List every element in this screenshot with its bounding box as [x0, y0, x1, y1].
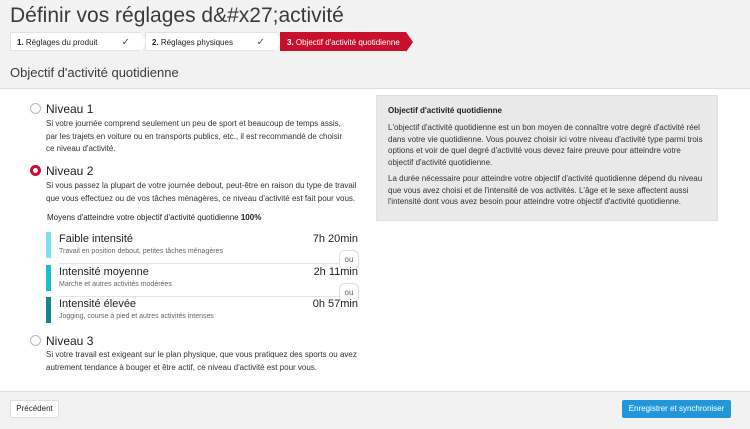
- info-paragraph: La durée nécessaire pour atteindre votre objectif d'activité quotidienne dépend du niveau que vous avez choisi et de l'intensité de vos activités. L'âge et le sexe affectent aussi l'intensité dont vous avez besoin pour atteindre votre objectif d'activité quotidienne.: [388, 174, 703, 206]
- section-title: Objectif d'activité quotidienne: [10, 65, 179, 80]
- activity-low: [46, 232, 358, 260]
- means-label: [47, 213, 261, 222]
- or-badge: ou: [339, 250, 359, 270]
- level-description: Si votre journée comprend seulement un peu de sport et beaucoup de temps assis, par les trajets en voiture ou en transports publics, etc., il est recommandé de choisir ce niveau d'activité.: [46, 119, 343, 153]
- level-3-radio[interactable]: [30, 335, 41, 346]
- intensity-bar: [46, 232, 51, 258]
- info-box: [376, 95, 718, 221]
- activity-name: Intensité élevée: [59, 298, 137, 310]
- previous-button[interactable]: Précédent: [10, 400, 59, 418]
- progress-steps: [10, 32, 406, 51]
- activity-high: [46, 297, 358, 325]
- check-icon: ✓: [121, 37, 130, 48]
- info-title: Objectif d'activité quotidienne: [388, 106, 502, 115]
- activity-sub: Marche et autres activités modérées: [59, 281, 172, 288]
- divider: [59, 263, 358, 264]
- activity-sub: Jogging, course à pied et autres activités intenses: [59, 313, 214, 320]
- or-badge: ou: [339, 283, 359, 303]
- step-label: Objectif d'activité quotidienne: [295, 38, 400, 47]
- level-description: Si vous passez la plupart de votre journée debout, peut-être en raison du type de travail que vous effectuez ou de vos tâches ménagères, ce niveau d'activité est fait pour vous.: [46, 181, 357, 203]
- step-activity-goal[interactable]: [280, 32, 406, 51]
- activity-name: Faible intensité: [59, 233, 133, 245]
- page-title: Définir vos réglages d&#x27;activité: [10, 4, 344, 27]
- activity-time: 0h 57min: [312, 298, 358, 310]
- step-number: 1.: [17, 38, 24, 47]
- means-percent: 100%: [240, 213, 262, 222]
- step-number: 2.: [152, 38, 159, 47]
- means-text: Moyens d'atteindre votre objectif d'activité quotidienne: [47, 213, 239, 222]
- step-arrow: [406, 32, 413, 52]
- activity-time: 2h 11min: [313, 266, 358, 278]
- activity-medium: [46, 265, 358, 293]
- level-1-radio[interactable]: [30, 103, 41, 114]
- save-sync-button[interactable]: Enregistrer et synchroniser: [622, 400, 731, 418]
- level-name: Niveau 3: [46, 334, 94, 348]
- divider: [0, 391, 750, 392]
- step-number: 3.: [287, 38, 294, 47]
- check-icon: ✓: [256, 37, 265, 48]
- activity-name: Intensité moyenne: [59, 266, 149, 278]
- intensity-bar: [46, 297, 51, 323]
- level-description: Si votre travail est exigeant sur le plan physique, que vous pratiquez des sports ou avez autrement tendance à bouger et être actif, ce niveau d'activité est pour vous.: [46, 350, 357, 372]
- step-product-settings[interactable]: [10, 32, 141, 51]
- info-paragraph: L'objectif d'activité quotidienne est un bon moyen de connaître votre degré d'activité réel dans votre vie quotidienne. Vous pouvez choisir ici votre niveau d'activité type parmi trois options et voir de quel degré d'activité vous devez faire preuve pour atteindre votre objectif d'activité quotidienne.: [388, 123, 703, 167]
- level-name: Niveau 1: [46, 102, 94, 116]
- step-physical-settings[interactable]: [145, 32, 276, 51]
- level-2-radio[interactable]: [30, 165, 41, 176]
- intensity-bar: [46, 265, 51, 291]
- step-label: Réglages du produit: [25, 38, 98, 47]
- activity-time: 7h 20min: [312, 233, 358, 245]
- level-name: Niveau 2: [46, 164, 94, 178]
- activity-sub: Travail en position debout, petites tâches ménagères: [59, 248, 223, 255]
- step-label: Réglages physiques: [160, 38, 233, 47]
